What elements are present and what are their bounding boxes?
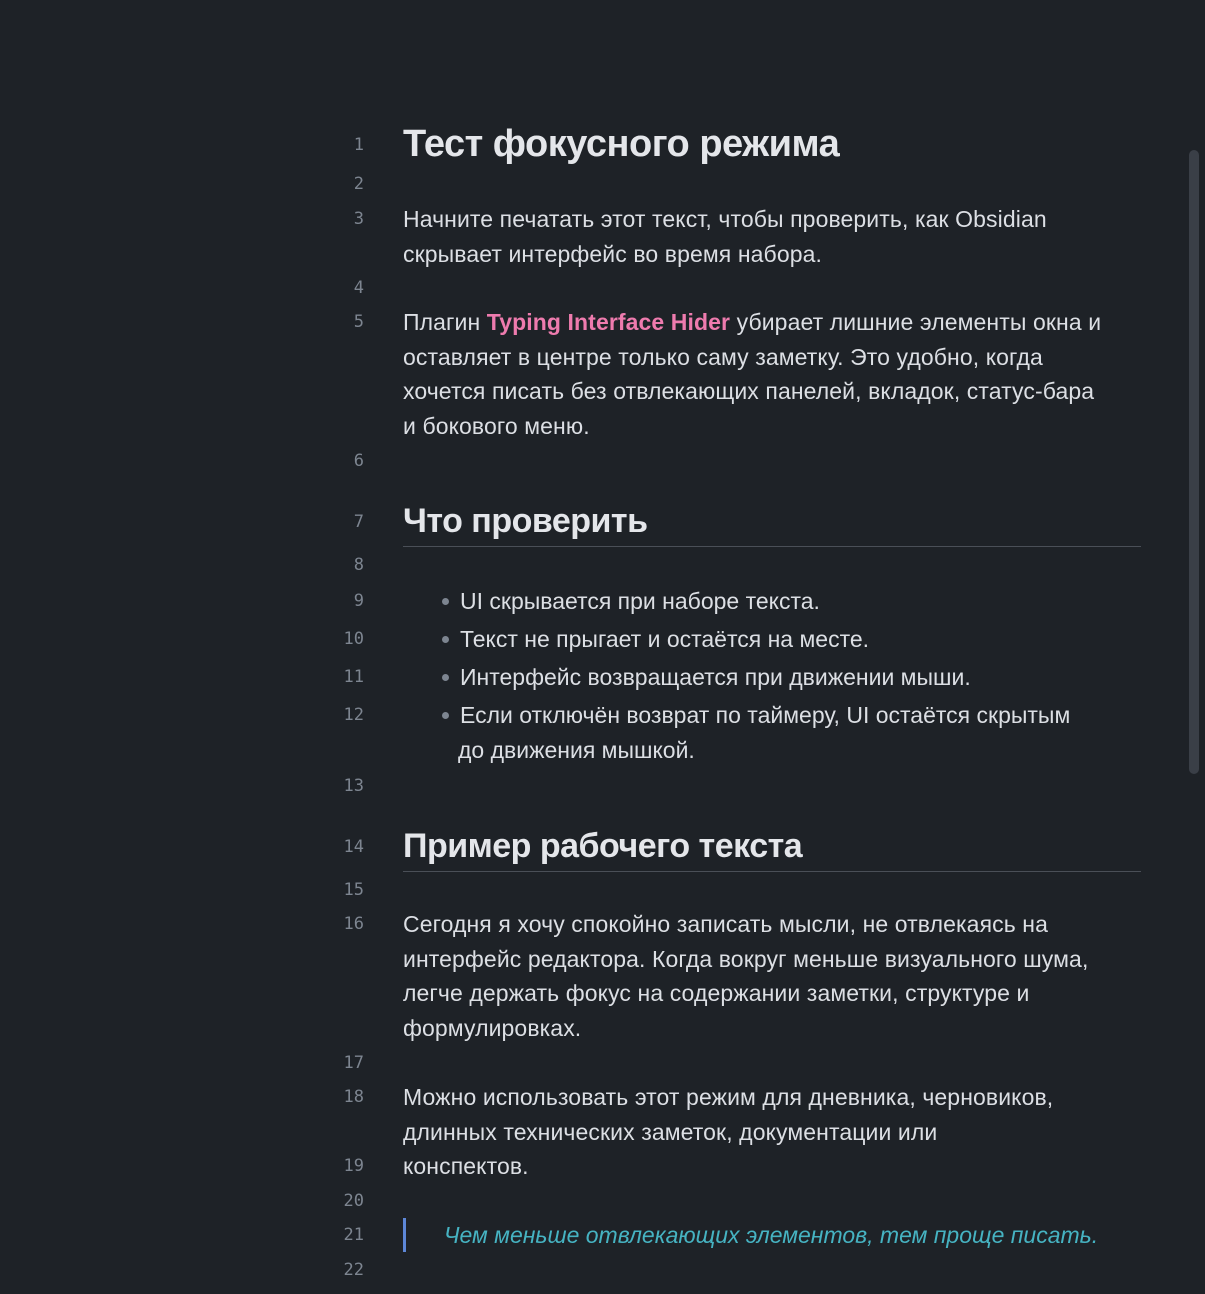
bullet-icon (442, 674, 449, 681)
line-number: 9 (353, 591, 364, 611)
list-item[interactable] (440, 660, 1140, 695)
line-number: 19 (343, 1156, 364, 1176)
list-item[interactable] (440, 698, 1140, 767)
text-line: и бокового меню. (403, 412, 590, 439)
list-item-text: Интерфейс возвращается при движении мыши. (460, 664, 971, 690)
line-number: 22 (343, 1260, 364, 1280)
paragraph-plugin[interactable] (403, 305, 1143, 443)
line-number: 3 (353, 209, 364, 229)
list-item[interactable] (440, 584, 1140, 619)
bullet-icon (442, 636, 449, 643)
line-number: 5 (353, 312, 364, 332)
line-number: 11 (343, 667, 364, 687)
line-number: 12 (343, 705, 364, 725)
line-number: 16 (343, 914, 364, 934)
line-number: 10 (343, 629, 364, 649)
line-number: 21 (343, 1225, 364, 1245)
heading-example-text[interactable]: Пример рабочего текста (403, 825, 1141, 872)
scrollbar-thumb[interactable] (1189, 150, 1199, 774)
text-line: Можно использовать этот режим для дневника, черновиков, (403, 1084, 1054, 1110)
text-line: легче держать фокус на содержании заметки, структуре и (403, 980, 1030, 1007)
text-line: Начните печатать этот текст, чтобы проверить, как Obsidian (403, 206, 1047, 232)
list-item-text-continuation: до движения мышкой. (458, 736, 695, 763)
note-title[interactable]: Тест фокусного режима (403, 123, 840, 165)
text-line: Сегодня я хочу спокойно записать мысли, не отвлекаясь на (403, 911, 1048, 937)
paragraph-usage[interactable] (403, 1080, 1143, 1184)
line-number: 17 (343, 1053, 364, 1073)
highlighted-plugin-name: Typing Interface Hider (486, 309, 731, 335)
line-number: 7 (353, 512, 364, 532)
text-span: убирает лишние элементы окна и (730, 309, 1102, 335)
line-number: 6 (353, 451, 364, 471)
line-number: 20 (343, 1191, 364, 1211)
line-number: 8 (353, 555, 364, 575)
text-line: длинных технических заметок, документации или (403, 1118, 938, 1145)
text-line: формулировках. (403, 1014, 582, 1041)
text-line: скрывает интерфейс во время набора. (403, 240, 822, 267)
text-line: оставляет в центре только саму заметку. Это удобно, когда (403, 343, 1043, 370)
line-number: 14 (343, 837, 364, 857)
bullet-icon (442, 598, 449, 605)
bullet-icon (442, 712, 449, 719)
list-item-text: UI скрывается при наборе текста. (460, 588, 820, 614)
line-number: 15 (343, 880, 364, 900)
line-number: 2 (353, 174, 364, 194)
line-number: 1 (353, 135, 364, 155)
heading-what-to-check[interactable]: Что проверить (403, 500, 1141, 547)
paragraph-intro[interactable] (403, 202, 1143, 271)
line-number: 4 (353, 278, 364, 298)
text-line: интерфейс редактора. Когда вокруг меньше визуального шума, (403, 945, 1089, 972)
line-number: 18 (343, 1087, 364, 1107)
paragraph-example[interactable] (403, 907, 1143, 1045)
list-item[interactable] (440, 622, 1140, 657)
line-number: 13 (343, 776, 364, 796)
text-line: хочется писать без отвлекающих панелей, вкладок, статус-бара (403, 378, 1095, 405)
list-item-text: Если отключён возврат по таймеру, UI остаётся скрытым (460, 702, 1071, 728)
list-item-text: Текст не прыгает и остаётся на месте. (460, 626, 870, 652)
text-line: конспектов. (403, 1153, 529, 1180)
text-span: Плагин (403, 309, 487, 335)
text-line (403, 305, 1143, 340)
blockquote[interactable]: Чем меньше отвлекающих элементов, тем проще писать. (403, 1218, 1144, 1252)
